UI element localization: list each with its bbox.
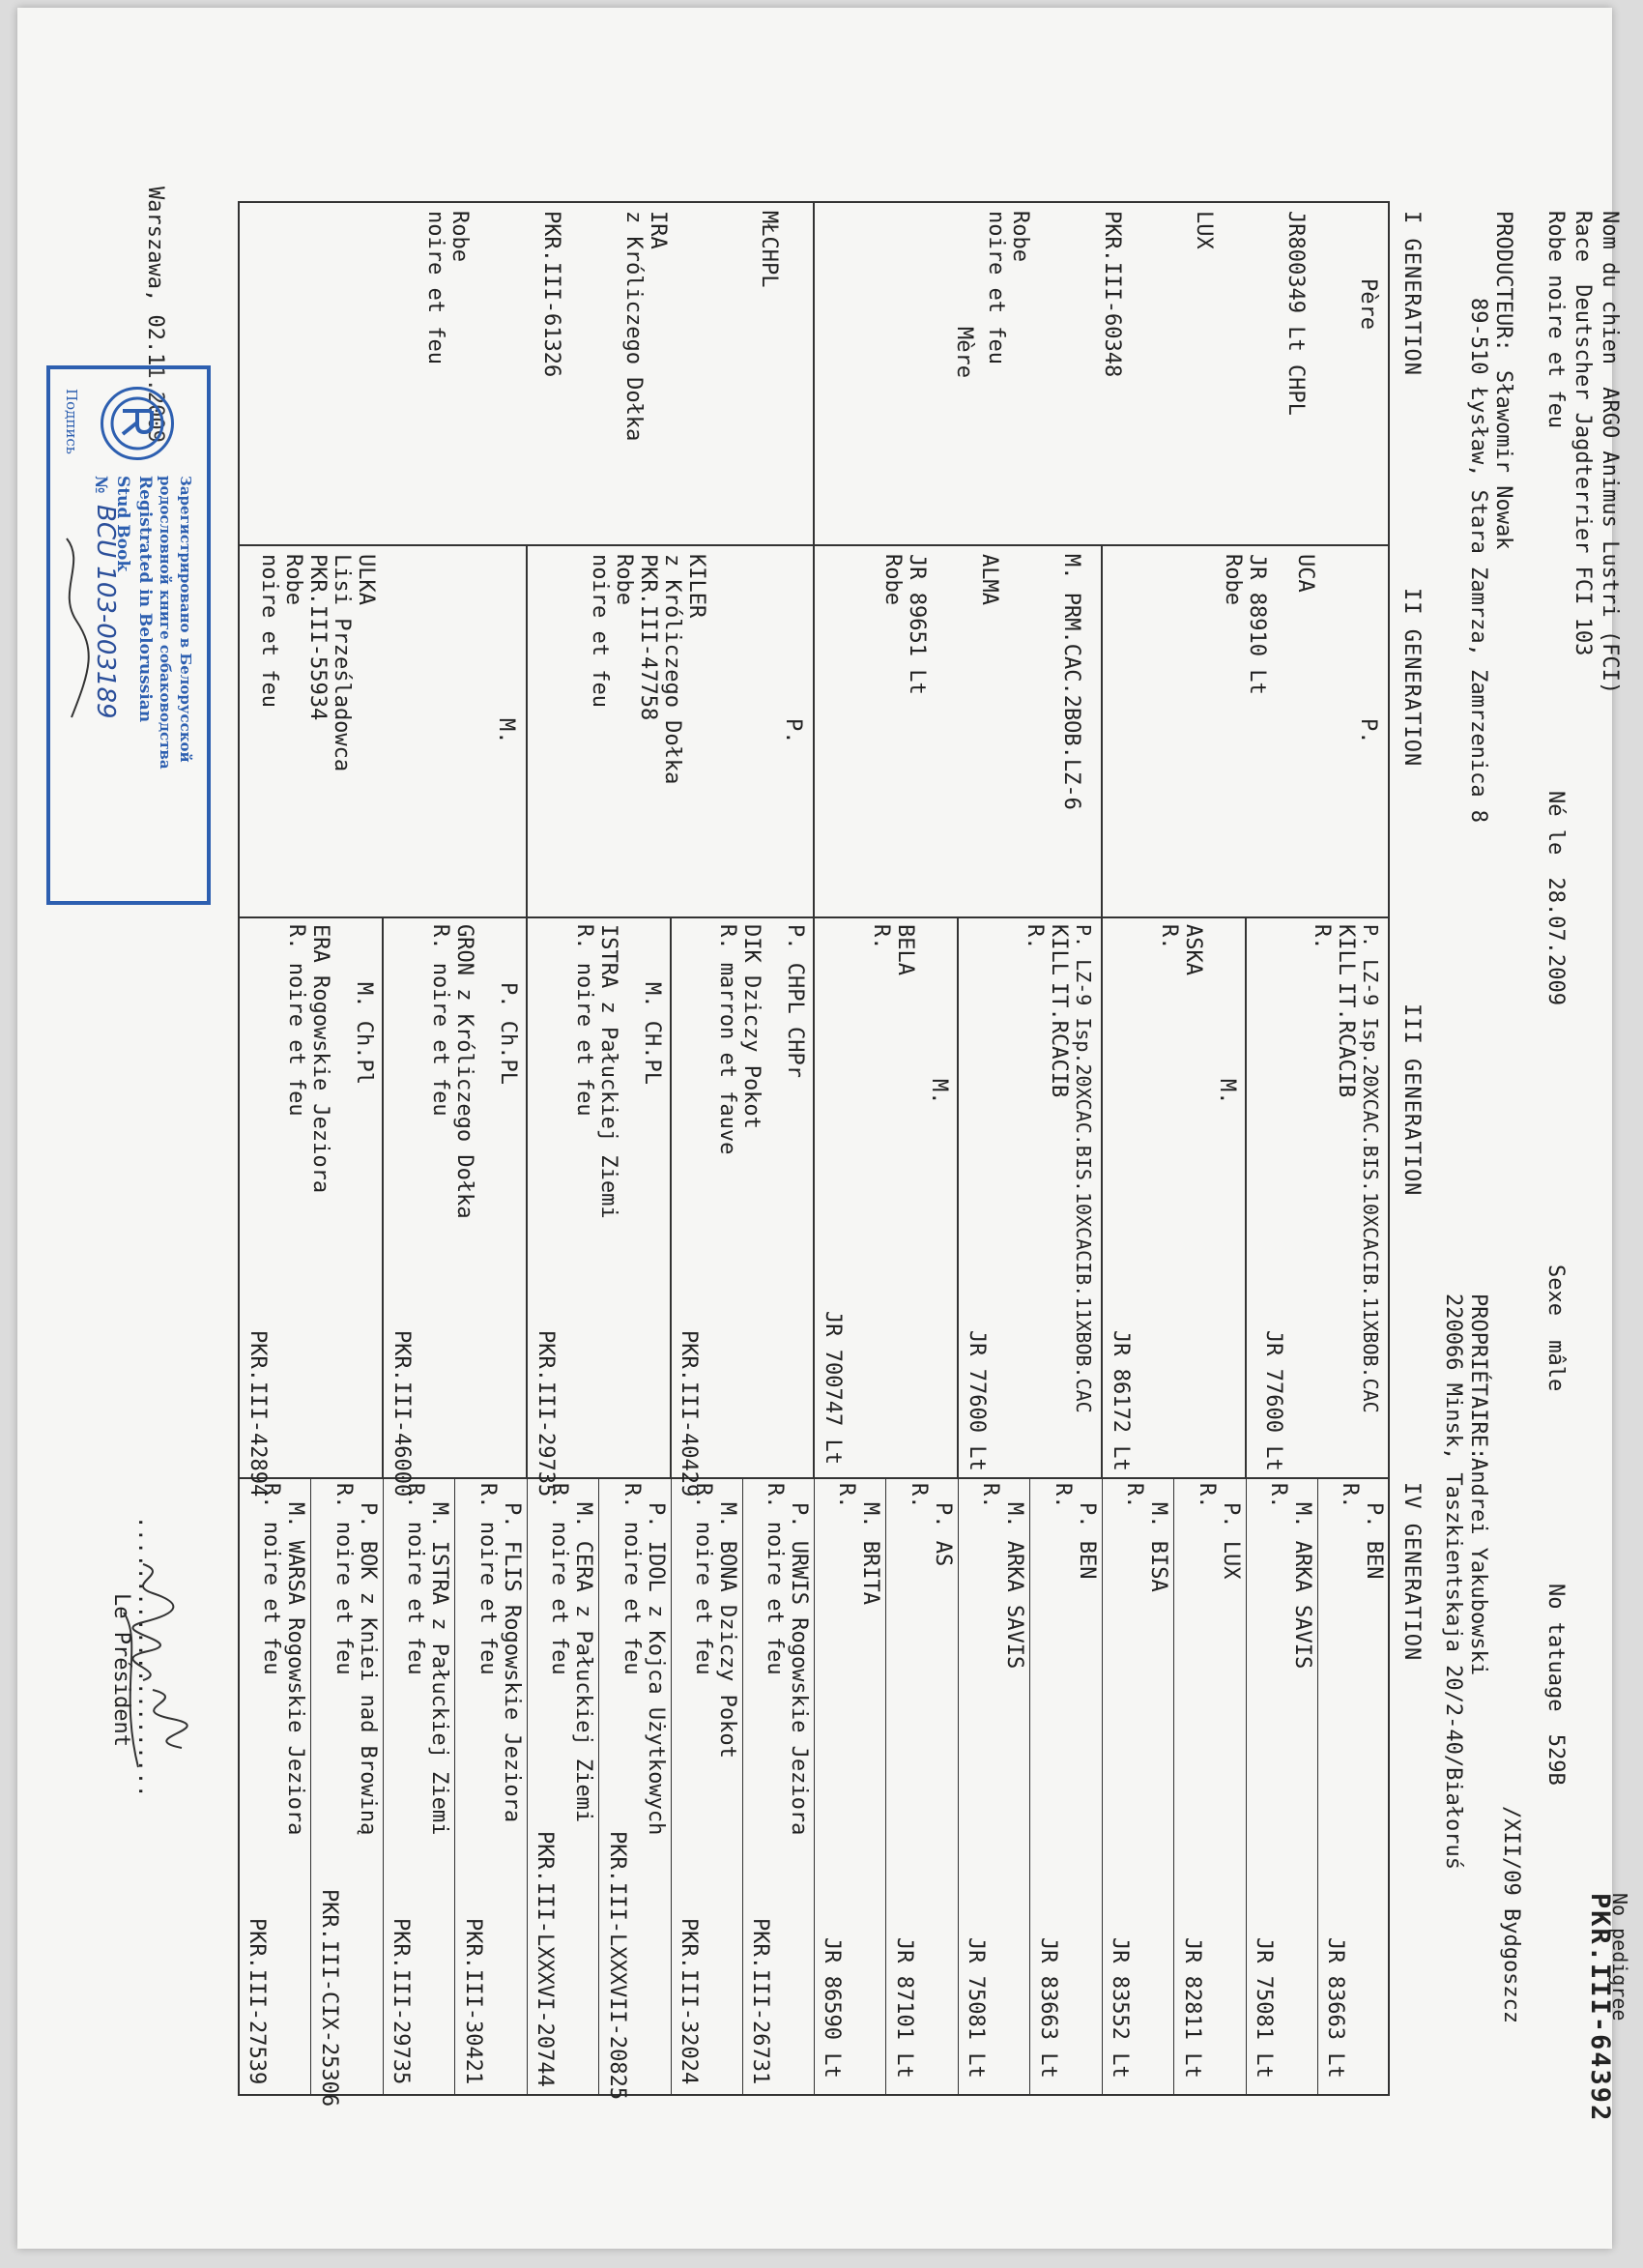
gen3-entry — [1261, 924, 1382, 1473]
gen4-entry — [461, 1483, 524, 2092]
gen2-reg: PKR.III-47758 — [636, 554, 660, 721]
gen2-name: ULKA — [354, 554, 378, 605]
dam-coat: noire et feu — [423, 211, 447, 364]
dog-name-value: ARGO Animus Lustri (FCI) — [1598, 387, 1622, 695]
gen3-name: KILL — [1334, 924, 1358, 975]
gen4-coat: R. noire et feu — [620, 1483, 644, 1675]
gen4-coat: R. — [1195, 1483, 1219, 1509]
stamp-number: BCU 103-003189 — [91, 505, 120, 719]
president-dots: ...................... — [133, 1516, 158, 1798]
gen3-coat: R. noire et feu — [428, 924, 452, 1117]
gen3-entry — [245, 924, 376, 1497]
gen4-entry — [317, 1483, 380, 2108]
gen4-name: M. BONA Dziczy Pokot — [715, 1502, 739, 1759]
breeder-name: Sławomir Nowak — [1491, 370, 1515, 550]
sex-value: mâle — [1543, 1340, 1568, 1392]
dog-name-row — [1598, 211, 1622, 694]
gen3-name: KILL — [1047, 924, 1071, 975]
gen4-name: M. CERA z Pałuckiej Ziemi — [571, 1502, 595, 1823]
gen2-label: M. — [494, 718, 518, 744]
sire-label: Père — [1356, 278, 1380, 330]
coat-color: Robe noire et feu — [1543, 211, 1568, 429]
column-header-gen3: III GENERATION — [1399, 1003, 1424, 1197]
breed-value: Deutscher Jagdterrier FCI 103 — [1571, 284, 1595, 656]
gen4-coat: R. noire et feu — [691, 1483, 715, 1675]
gen3-titles: P. LZ-9 Isp.20XCAC.BIS.10XCACIB.11XBOB.CAC — [1359, 924, 1382, 1413]
sire-reg: PKR.III-60348 — [1100, 211, 1124, 378]
gen4-reg: JR 86590 Lt — [820, 1937, 844, 2079]
stamp-sign-label: Подпись — [63, 389, 80, 454]
gen3-titles: M. CH.PL — [640, 982, 664, 1085]
gen4-entry — [1252, 1483, 1314, 2092]
dog-name-label: Nom du chien — [1598, 211, 1622, 364]
gen3-name: DIK Dziczy Pokot — [739, 924, 764, 1129]
gen3-name: ISTRA z Pałuckiej Ziemi — [596, 924, 620, 1219]
owner-name: Andrei Yakubowski — [1466, 1458, 1490, 1676]
gen4-coat: R. — [1266, 1483, 1290, 1509]
gen3-coat: R. marron et fauve — [715, 924, 739, 1155]
gen4-entry — [1180, 1483, 1243, 2092]
gen4-entry — [389, 1483, 451, 2092]
gen4-coat: R. — [1338, 1483, 1362, 1509]
gen4-name: M. BISA — [1146, 1502, 1170, 1592]
gen3-entry — [533, 924, 664, 1497]
gen3-reg: JR 86172 Lt — [1109, 1330, 1133, 1471]
gen3-reg: JR 77600 Lt — [1261, 1330, 1285, 1471]
registration-stamp — [46, 365, 211, 905]
gen4-name: M. ISTRA z Pałuckiej Ziemi — [427, 1502, 451, 1836]
gen3-titles: P. CHPL CHPr — [783, 924, 807, 1078]
gen4-name: P. BOK z Kniei nad Browiną — [356, 1502, 380, 1836]
gen3-name: BELA — [893, 924, 917, 975]
stamp-line-4: Stud Book — [113, 476, 132, 572]
gen3-entry — [389, 924, 520, 1497]
gen4-name: M. ARKA SAVIS — [1290, 1502, 1314, 1670]
breed-row — [1571, 211, 1595, 655]
gen4-coat: R. noire et feu — [547, 1483, 571, 1675]
tattoo-suffix: /XII/09 Bydgoszcz — [1499, 1806, 1523, 2024]
gen4-name: P. AS — [931, 1502, 955, 1567]
stamp-signature — [52, 534, 96, 727]
gen4-coat: R. noire et feu — [476, 1483, 500, 1675]
tattoo-row — [1543, 1584, 1568, 1786]
gen2-name: KILER — [684, 554, 708, 619]
gen2-sire-dam — [880, 554, 1093, 912]
gen4-reg: JR 82811 Lt — [1180, 1937, 1204, 2079]
pedigree-paper — [17, 8, 1631, 2249]
tattoo-label: No tatuage — [1543, 1584, 1568, 1712]
owner-address: 220066 Minsk, Taszkientskaja 20/2-40/Białoruś — [1441, 1294, 1465, 1871]
gen4-name: P. LUX — [1219, 1502, 1243, 1580]
gen2-dam-dam — [257, 554, 518, 912]
gen2-label: P. — [781, 718, 805, 744]
gen2-coat-label: Robe — [281, 554, 305, 605]
gen4-coat: R. — [1051, 1483, 1075, 1509]
gen4-coat: R. — [834, 1483, 858, 1509]
gen3-name: ASKA — [1181, 924, 1205, 975]
gen4-reg: PKR.III-26731 — [748, 1918, 772, 2085]
dam-cell — [423, 211, 800, 539]
gen4-reg: JR 75081 Lt — [964, 1937, 988, 2079]
gen2-reg: PKR.III-55934 — [305, 554, 330, 721]
pedigree-number: PKR.III-64392 — [1585, 1893, 1615, 2123]
gen3-entry — [821, 924, 951, 1473]
gen3-extra: IT.RCACIB — [1334, 982, 1358, 1098]
gen4-coat: R. noire et feu — [259, 1483, 283, 1675]
gen3-reg: PKR.III-42894 — [245, 1330, 270, 1497]
birth-date-row — [1543, 791, 1568, 1005]
gen4-entry — [245, 1483, 307, 2092]
gen4-entry — [533, 1483, 595, 2092]
gen4-reg: PKR.III-27539 — [245, 1918, 269, 2085]
gen3-coat: R. — [1023, 924, 1047, 950]
sire-name: LUX — [1192, 211, 1216, 249]
gen4-coat: R. — [907, 1483, 931, 1509]
issue-place-date: Warszawa, 02.11.2009 — [143, 187, 167, 443]
gen4-coat: R. — [1122, 1483, 1146, 1509]
dam-reg: PKR.III-61326 — [539, 211, 563, 378]
gen4-entry — [820, 1483, 882, 2092]
gen3-label: M. — [927, 1079, 951, 1105]
gen4-reg: PKR.III-29735 — [389, 1918, 413, 2085]
gen4-entry — [1036, 1483, 1099, 2092]
gen4-reg: JR 83663 Lt — [1323, 1937, 1347, 2079]
gen2-coat: noire et feu — [588, 554, 612, 708]
sire-coat-label: Robe — [1008, 211, 1032, 262]
gen3-entry — [677, 924, 807, 1497]
gen4-name: M. WARSA Rogowskie Jeziora — [283, 1502, 307, 1836]
gen2-reg: JR 89651 Lt — [905, 554, 929, 695]
dam-label: Mère — [952, 327, 976, 378]
gen4-name: M. ARKA SAVIS — [1002, 1502, 1026, 1670]
gen2-kennel: Lisi Prześladowca — [330, 554, 354, 772]
birth-date-value: 28.07.2009 — [1543, 877, 1568, 1005]
gen4-coat: R. noire et feu — [331, 1483, 356, 1675]
gen3-reg: PKR.III-46000 — [389, 1330, 414, 1497]
column-header-gen1: I GENERATION — [1399, 211, 1424, 376]
gen3-coat: R. — [869, 924, 893, 950]
gen4-coat: R. — [978, 1483, 1002, 1509]
registry-logo — [101, 387, 174, 460]
pedigree-document — [17, 8, 1643, 2268]
sex-row — [1543, 1265, 1568, 1391]
birth-date-label: Né le — [1543, 791, 1568, 856]
gen2-coat: noire et feu — [257, 554, 281, 708]
dam-name: IRA — [646, 211, 670, 249]
gen2-label: P. — [1356, 718, 1380, 744]
gen2-coat: Robe — [880, 554, 905, 605]
breeder-label: PRODUCTEUR: — [1491, 211, 1515, 352]
gen4-reg: PKR.III-LXXXVI-20744 — [533, 1831, 557, 2087]
gen4-entry — [748, 1483, 811, 2092]
gen4-name: P. BEN — [1362, 1502, 1386, 1580]
gen4-reg: PKR.III-LXXXVII-20825 — [605, 1831, 629, 2101]
gen2-name: ALMA — [977, 554, 1001, 605]
gen3-reg: JR 77600 Lt — [965, 1330, 989, 1471]
gen4-entry — [605, 1483, 668, 2101]
tattoo-value: 529B — [1543, 1733, 1568, 1786]
dam-coat-label: Robe — [447, 211, 472, 262]
gen4-name: P. IDOL z Kojca Użytkowych — [644, 1502, 668, 1836]
gen4-reg: PKR.III-30421 — [461, 1918, 485, 2085]
gen4-entry — [964, 1483, 1026, 2092]
gen4-reg: JR 87101 Lt — [892, 1937, 916, 2079]
stamp-line-2: родословной книге собаководства — [157, 476, 174, 770]
gen4-reg: PKR.III-CIX-25306 — [317, 1889, 341, 2108]
gen4-reg: PKR.III-32024 — [677, 1918, 701, 2085]
gen4-entry — [1323, 1483, 1386, 2092]
owner-label: PROPRIÉTAIRE: — [1466, 1294, 1490, 1461]
sex-label: Sexe — [1543, 1265, 1568, 1316]
sire-title: JR800349 Lt CHPL — [1283, 211, 1308, 416]
gen2-coat-label: Robe — [612, 554, 636, 605]
gen4-reg: JR 83552 Lt — [1108, 1937, 1132, 2079]
gen4-reg: JR 75081 Lt — [1252, 1937, 1276, 2079]
stamp-line-3: Registrated in Belorussian — [135, 476, 155, 723]
sire-cell — [952, 211, 1380, 539]
breed-label: Race — [1571, 211, 1595, 262]
president-label: Le Président — [109, 1593, 133, 1747]
gen2-kennel: z Króliczego Dołka — [660, 554, 684, 785]
gen2-reg: JR 88910 Lt — [1245, 554, 1269, 695]
gen4-entry — [677, 1483, 739, 2092]
column-header-gen4: IV GENERATION — [1399, 1482, 1424, 1662]
gen2-name: UCA — [1293, 554, 1317, 593]
gen3-extra: IT.RCACIB — [1047, 982, 1071, 1098]
gen3-entry — [965, 924, 1095, 1473]
gen2-coat: Robe — [1221, 554, 1245, 605]
gen4-name: P. BEN — [1075, 1502, 1099, 1580]
stamp-line-1: Зарегистрировано в Белорусской — [177, 476, 194, 763]
gen4-reg: JR 83663 Lt — [1036, 1937, 1060, 2079]
column-header-gen2: II GENERATION — [1399, 588, 1424, 768]
pedigree-number-label: No pedigree — [1608, 1893, 1631, 2021]
gen3-titles: P. Ch.PL — [496, 982, 520, 1085]
gen3-titles: P. LZ-9 Isp.20XCAC.BIS.10XCACIB.11XBOB.CAC — [1072, 924, 1095, 1413]
gen4-coat: R. noire et feu — [403, 1483, 427, 1675]
gen3-titles: M. Ch.Pl — [352, 982, 376, 1085]
gen3-reg: PKR.III-40429 — [677, 1330, 701, 1497]
dam-title: MŁCHPL — [757, 211, 781, 288]
gen4-entry — [892, 1483, 955, 2092]
breeder-address: 89-510 Łysław, Stara Zamrza, Zamrzenica 8 — [1466, 298, 1490, 824]
gen4-name: M. BRITA — [858, 1502, 882, 1605]
gen4-entry — [1108, 1483, 1170, 2092]
dam-kennel: z Króliczego Dołka — [621, 211, 646, 442]
gen3-coat: R. — [1310, 924, 1334, 950]
sire-coat: noire et feu — [984, 211, 1008, 364]
gen4-name: P. FLIS Rogowskie Jeziora — [500, 1502, 524, 1823]
gen3-coat: R. noire et feu — [572, 924, 596, 1117]
gen3-name: ERA Rogowskie Jeziora — [308, 924, 332, 1194]
gen3-name: GRON z Króliczego Dołka — [452, 924, 476, 1219]
gen4-name: P. URWIS Rogowskie Jeziora — [787, 1502, 811, 1836]
gen3-label: M. — [1215, 1079, 1239, 1105]
gen2-titles: M. PRM.CAC.2BOB.LZ-6 — [1059, 554, 1083, 810]
gen3-coat: R. — [1157, 924, 1181, 950]
gen4-coat: R. noire et feu — [763, 1483, 787, 1675]
stamp-number-prefix: № — [91, 476, 110, 494]
gen3-reg: PKR.III-29735 — [533, 1330, 558, 1497]
gen3-entry — [1109, 924, 1239, 1473]
gen2-dam-sire — [588, 554, 805, 912]
president-signature — [104, 1555, 211, 1806]
gen3-coat: R. noire et feu — [284, 924, 308, 1117]
gen2-sire-sire — [1221, 554, 1380, 912]
gen3-reg: JR 700747 Lt — [821, 1311, 845, 1465]
